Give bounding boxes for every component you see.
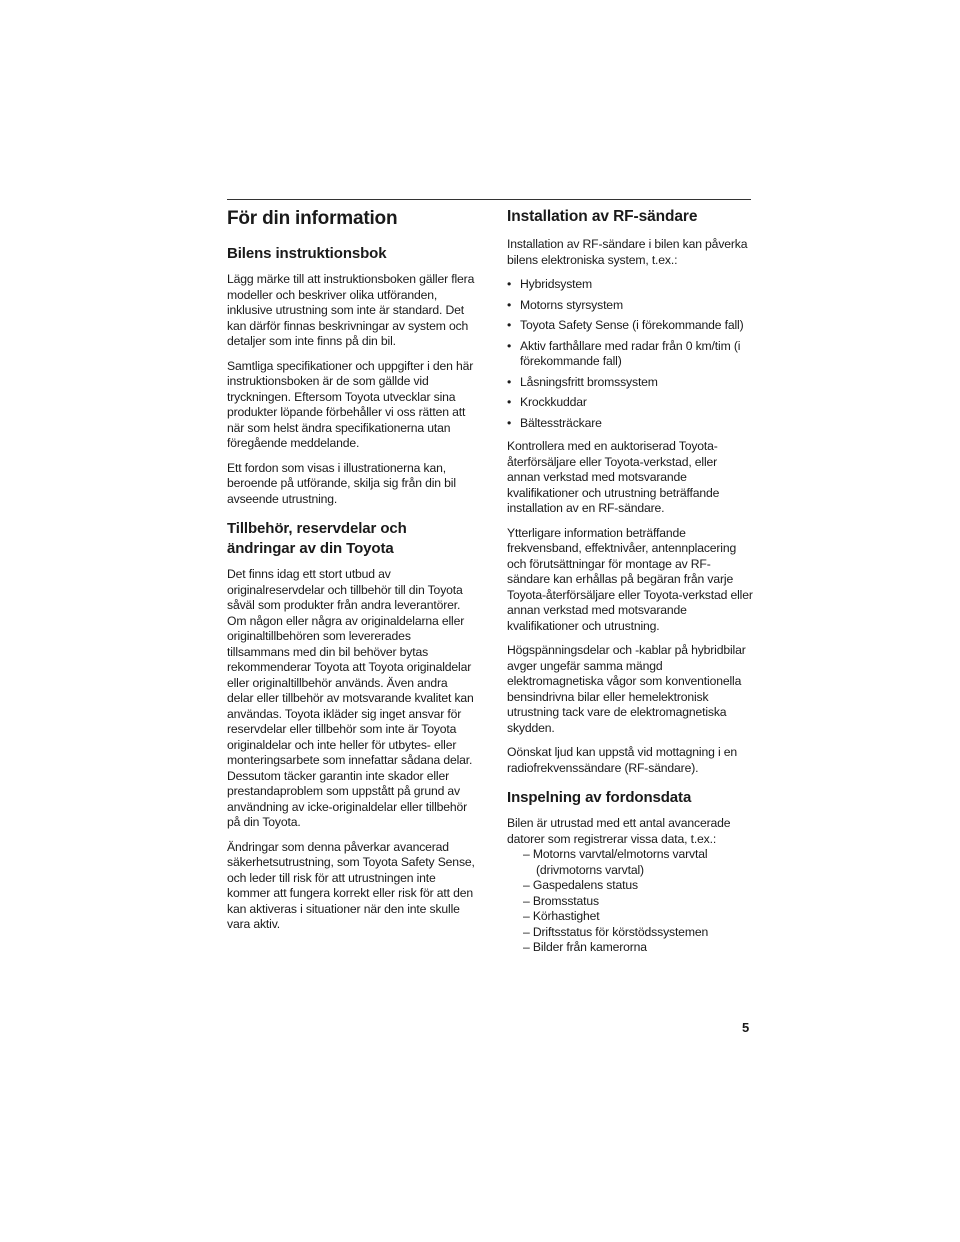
page-title: För din information — [227, 208, 398, 229]
left-column — [227, 206, 475, 942]
list-item: – Gaspedalens status — [523, 878, 638, 892]
paragraph: Installation av RF-sändare i bilen kan påverka bilens elektroniska system, t.ex.: — [507, 237, 748, 267]
heading-manual: Bilens instruktionsbok — [227, 245, 387, 262]
list-item: • Låsningsfritt bromssystem — [507, 375, 753, 391]
paragraph: Ytterligare information beträffande frekvensband, effektnivåer, antennplacering och förutsättningar för montage av RF-sändare kan erhållas på begäran från varje Toyota-återförsäljare eller Toyota-verkstad eller annan verkstad med motsvarande kvalifikationer och utrustning. — [507, 525, 753, 633]
paragraph: Kontrollera med en auktoriserad Toyota-återförsäljare eller Toyota-verkstad, eller annan verkstad med motsvarande kvalifikationer och utrustning beträffande installation av en RF-sändare. — [507, 439, 720, 515]
list-item: • Bältessträckare — [507, 416, 753, 432]
paragraph: Lägg märke till att instruktionsboken gäller flera modeller och beskriver olika utföranden, inklusive utrustning som inte är standard. Det kan därför finnas beskrivningar av system och detaljer som inte finns på din bil. — [227, 272, 475, 348]
list-item: – Bilder från kamerorna — [523, 940, 647, 954]
paragraph: Samtliga specifikationer och uppgifter i den här instruktionsboken är de som gällde vid tryckningen. Eftersom Toyota utvecklar sina produkter löpande förbehåller vi oss rätten att när som helst ändra specifikationerna utan föregående meddelande. — [227, 358, 474, 450]
paragraph: Ett fordon som visas i illustrationerna kan, beroende på utförande, skilja sig från din bil avseende utrustning. — [227, 460, 456, 506]
paragraph: Högspänningsdelar och -kablar på hybridbilar avger ungefär samma mängd elektromagnetiska vågor som konventionella bensindrivna bilar eller hemelektronisk utrustning tack vare de elektromagnetiska skydden. — [507, 643, 746, 735]
paragraph: Bilen är utrustad med ett antal avancerade datorer som registrerar vissa data, t.ex.: — [507, 816, 731, 846]
list-item: • Motorns styrsystem — [507, 298, 753, 314]
heading-rf: Installation av RF-sändare — [507, 208, 698, 225]
heading-accessories: Tillbehör, reservdelar och ändringar av din Toyota — [227, 520, 407, 557]
paragraph: Ändringar som denna påverkar avancerad säkerhetsutrustning, som Toyota Safety Sense, och leder till risk för att utrustningen inte kommer att fungera korrekt eller risk för att den kan aktiveras i situationer när den inte skulle vara aktiv. — [227, 839, 475, 931]
list-item: • Toyota Safety Sense (i förekommande fall) — [507, 318, 753, 334]
list-item: • Hybridsystem — [507, 277, 753, 293]
rf-list — [507, 277, 753, 431]
list-item: – Körhastighet — [523, 909, 600, 923]
right-column — [507, 206, 753, 956]
list-item: – Bromsstatus — [523, 893, 599, 908]
list-item: – Motorns varvtal/elmotorns varvtal (drivmotorns varvtal) — [523, 847, 708, 877]
list-item: • Aktiv farthållare med radar från 0 km/tim (i förekommande fall) — [507, 339, 753, 370]
page-number: 5 — [742, 1020, 750, 1035]
paragraph: Oönskat ljud kan uppstå vid mottagning i en radiofrekvenssändare (RF-sändare). — [507, 745, 737, 775]
heading-recording: Inspelning av fordonsdata — [507, 789, 692, 806]
recording-list — [507, 847, 753, 956]
paragraph: Det finns idag ett stort utbud av originalreservdelar och tillbehör till din Toyota såväl som produkter från andra leverantörer. Om någon eller några av originaldelarna eller originaltillbehören som levererades tillsammans med din bil behöver bytas rekommenderar Toyota att Toyota originaldelar eller originaltillbehör används. Även andra delar eller tillbehör av motsvarande kvalitet kan användas. Toyota ikläder sig inget ansvar för reservdelar eller tillbehör som inte är Toyota originaldelar och inte heller för utbytes- eller monteringsarbete som innefattar sådana delar. Dessutom täcker garantin inte skador eller prestandaproblem som uppstått på grund av användning av icke-originaldelar eller tillbehör på din Toyota. — [227, 567, 474, 829]
top-rule — [227, 199, 751, 200]
list-item: – Driftsstatus för körstödssystemen — [523, 924, 709, 939]
list-item: • Krockkuddar — [507, 395, 753, 411]
